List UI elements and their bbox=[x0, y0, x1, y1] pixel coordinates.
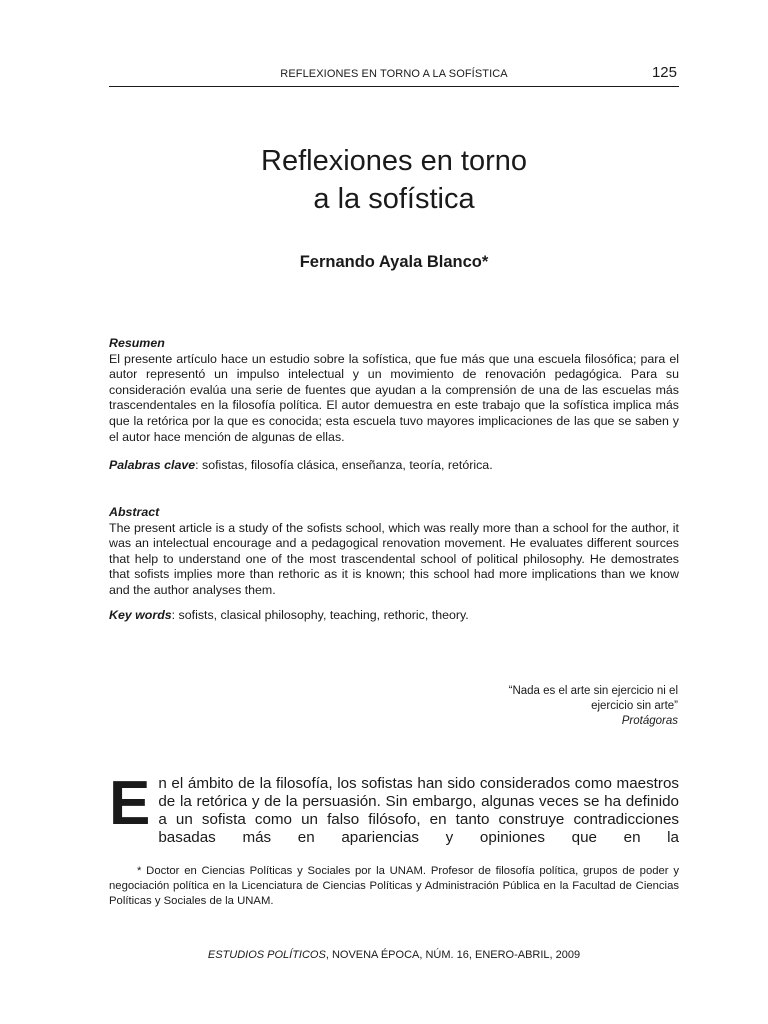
page-number: 125 bbox=[651, 64, 677, 81]
body-text: n el ámbito de la filosofía, los sofistas han sido considerados como maestros de la retórica y de la persuasión. Sin embargo, algunas veces se ha definido a un sofista como un falso filósofo, en tanto construye contradicciones basadas más en apariencias y opiniones que en la bbox=[158, 775, 679, 846]
abstract-heading: Abstract bbox=[109, 505, 160, 519]
key-words-label: Key words bbox=[109, 608, 172, 622]
palabras-clave bbox=[109, 458, 679, 474]
epigraph bbox=[420, 684, 678, 729]
palabras-clave-text: : sofistas, filosofía clásica, enseñanza, teoría, retórica. bbox=[195, 458, 493, 472]
body-paragraph bbox=[109, 769, 679, 847]
epigraph-line-2: ejercicio sin arte” bbox=[591, 700, 678, 712]
running-title: REFLEXIONES EN TORNO A LA SOFÍSTICA bbox=[280, 68, 508, 80]
resumen-section bbox=[109, 336, 679, 445]
epigraph-attribution: Protágoras bbox=[621, 715, 678, 727]
journal-issue: , NOVENA ÉPOCA, NÚM. 16, ENERO-ABRIL, 2009 bbox=[325, 949, 581, 961]
abstract-section bbox=[109, 505, 679, 599]
key-words-text: : sofists, clasical philosophy, teaching, rethoric, theory. bbox=[171, 608, 469, 622]
title-line-1: Reflexiones en torno bbox=[261, 145, 527, 178]
author-name: Fernando Ayala Blanco* bbox=[299, 253, 489, 271]
key-words bbox=[109, 608, 679, 624]
journal-footer bbox=[109, 949, 679, 961]
epigraph-line-1: “Nada es el arte sin ejercicio ni el bbox=[508, 685, 678, 697]
abstract-text: The present article is a study of the sofists school, which was really more than a school for the author, it was an intelectual encourage and a pedagogical renovation movement. He evaluates different sources that help to understand one of the most trascendental school of political philosophy. He demostrates that sofists implies more than rethoric as it is known; this school had more implications than we know and the author analyses them. bbox=[109, 520, 679, 597]
resumen-text: El presente artículo hace un estudio sobre la sofística, que fue más que una escuela filosófica; para el autor representó un impulso intelectual y un movimiento de renovación pedagógica. Para su consideración evalúa una serie de fuentes que ayudan a la comprensión de una de las escuelas más trascendentales en la filosofía política. El autor demuestra en este trabajo que la sofística implica más que la retórica por la que es conocida; esta escuela tuvo mayores implicaciones de las que se saben y el autor hace mención de algunas de ellas. bbox=[109, 351, 679, 444]
author-footnote: * Doctor en Ciencias Políticas y Sociales por la UNAM. Profesor de filosofía política, grupos de poder y negociación política en la Licenciatura de Ciencias Políticas y Administración Pública en la Facultad de Ciencias Políticas y Sociales de la UNAM. bbox=[109, 865, 679, 907]
palabras-clave-label: Palabras clave bbox=[109, 458, 196, 472]
running-header bbox=[109, 66, 679, 87]
article-title bbox=[109, 142, 679, 218]
journal-name: ESTUDIOS POLÍTICOS bbox=[207, 949, 326, 961]
resumen-heading: Resumen bbox=[109, 336, 165, 350]
title-line-2: a la sofística bbox=[313, 183, 475, 216]
drop-cap: E bbox=[109, 769, 151, 838]
